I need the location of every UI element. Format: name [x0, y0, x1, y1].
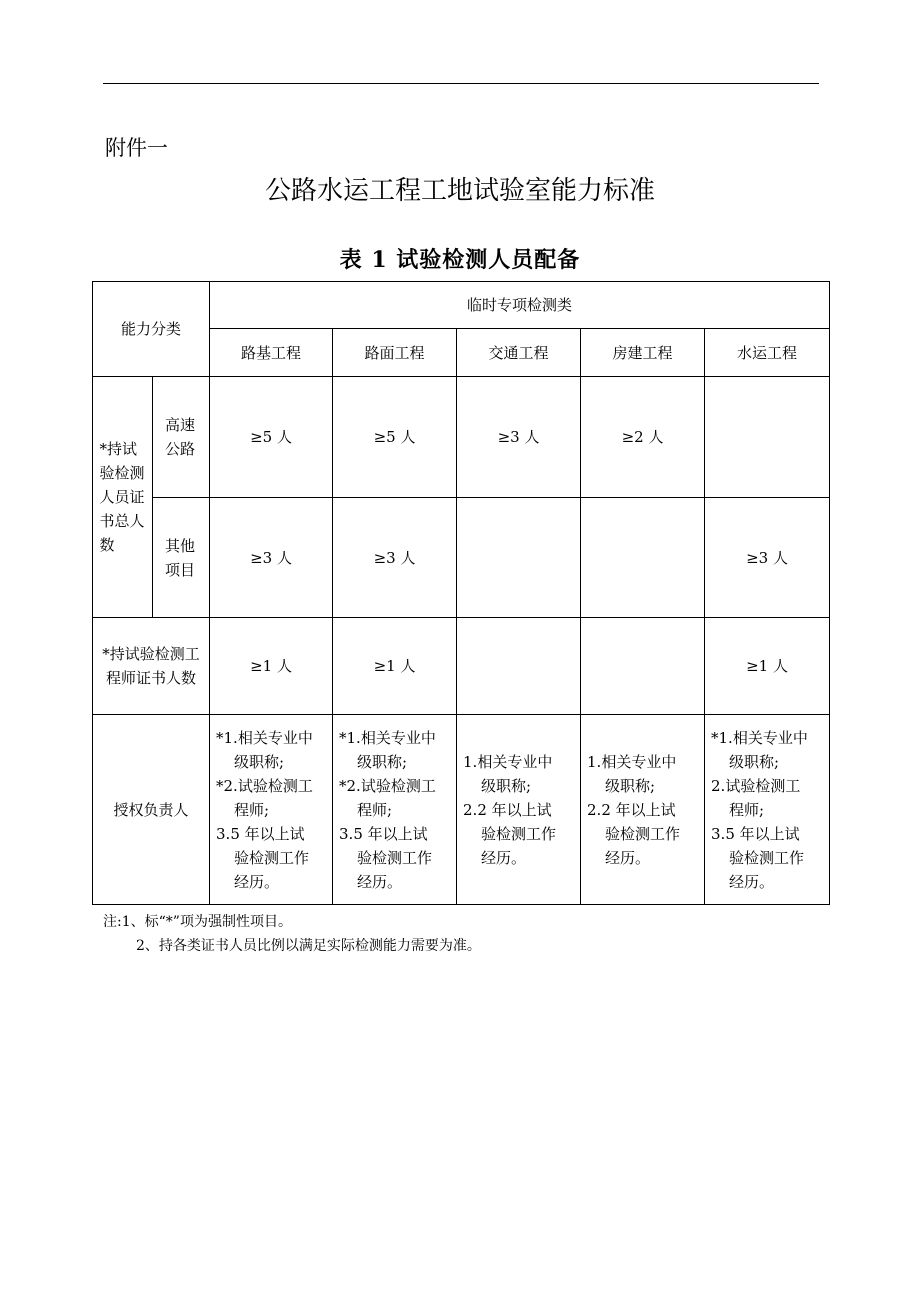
cert-total-label: *持试验检测人员证书总人数	[93, 377, 153, 618]
auth-line: 级职称;	[234, 752, 285, 771]
auth-line: 验检测工作	[481, 824, 557, 843]
highway-value: ≥3 人	[457, 377, 581, 498]
auth-line: 级职称;	[605, 776, 656, 795]
auth-line: 3.5 年以上试	[711, 824, 800, 843]
auth-line: 级职称;	[357, 752, 408, 771]
engineer-label: *持试验检测工程师证书人数	[93, 618, 210, 715]
engineer-value: ≥1 人	[333, 618, 457, 715]
note-2: 2、持各类证书人员比例以满足实际检测能力需要为准。	[136, 938, 481, 954]
table-title: 表 1 试验检测人员配备	[339, 247, 581, 273]
other-value: ≥3 人	[333, 498, 457, 618]
auth-line: 程师;	[357, 800, 393, 819]
auth-line: 3.5 年以上试	[216, 824, 305, 843]
other-value	[457, 498, 581, 618]
auth-line: 经历。	[481, 848, 527, 867]
other-value	[581, 498, 705, 618]
attachment-label: 附件一	[105, 136, 168, 160]
engineer-value: ≥1 人	[705, 618, 830, 715]
auth-line: 1.相关专业中	[463, 752, 553, 771]
auth-line: *2.试验检测工	[339, 776, 436, 795]
auth-line: 3.5 年以上试	[339, 824, 428, 843]
auth-line: *1.相关专业中	[339, 728, 436, 747]
auth-requirements	[210, 715, 333, 905]
column-header: 路基工程	[210, 329, 333, 377]
table-notes	[103, 910, 481, 958]
auth-line: *1.相关专业中	[711, 728, 808, 747]
other-value: ≥3 人	[705, 498, 830, 618]
engineer-value: ≥1 人	[210, 618, 333, 715]
auth-label: 授权负责人	[93, 715, 210, 905]
auth-line: 验检测工作	[357, 848, 433, 867]
auth-line: 2.2 年以上试	[463, 800, 552, 819]
document-title: 公路水运工程工地试验室能力标准	[264, 176, 655, 206]
auth-line: 1.相关专业中	[587, 752, 677, 771]
auth-line: *2.试验检测工	[216, 776, 313, 795]
auth-line: 级职称;	[481, 776, 532, 795]
auth-requirements	[581, 715, 705, 905]
column-header: 房建工程	[581, 329, 705, 377]
auth-line: *1.相关专业中	[216, 728, 313, 747]
auth-line: 经历。	[605, 848, 651, 867]
auth-line: 程师;	[729, 800, 765, 819]
auth-line: 2.试验检测工	[711, 776, 801, 795]
column-header: 水运工程	[705, 329, 830, 377]
auth-line: 经历。	[234, 872, 280, 891]
auth-line: 级职称;	[729, 752, 780, 771]
header-rule	[103, 83, 819, 84]
auth-line: 经历。	[729, 872, 775, 891]
auth-requirements	[705, 715, 830, 905]
highway-value: ≥5 人	[333, 377, 457, 498]
group-header: 临时专项检测类	[210, 282, 830, 329]
auth-line: 2.2 年以上试	[587, 800, 676, 819]
auth-line: 验检测工作	[605, 824, 681, 843]
staffing-table	[92, 281, 830, 905]
auth-line: 程师;	[234, 800, 270, 819]
engineer-value	[581, 618, 705, 715]
highway-value	[705, 377, 830, 498]
note-1: 注:1、标“*”项为强制性项目。	[103, 914, 292, 930]
highway-label: 高速公路	[153, 377, 210, 498]
other-value: ≥3 人	[210, 498, 333, 618]
category-header: 能力分类	[93, 282, 210, 377]
other-label: 其他项目	[153, 498, 210, 618]
auth-requirements	[333, 715, 457, 905]
engineer-value	[457, 618, 581, 715]
auth-line: 验检测工作	[234, 848, 310, 867]
column-header: 路面工程	[333, 329, 457, 377]
auth-line: 验检测工作	[729, 848, 805, 867]
highway-value: ≥5 人	[210, 377, 333, 498]
auth-line: 经历。	[357, 872, 403, 891]
highway-value: ≥2 人	[581, 377, 705, 498]
column-header: 交通工程	[457, 329, 581, 377]
auth-requirements	[457, 715, 581, 905]
